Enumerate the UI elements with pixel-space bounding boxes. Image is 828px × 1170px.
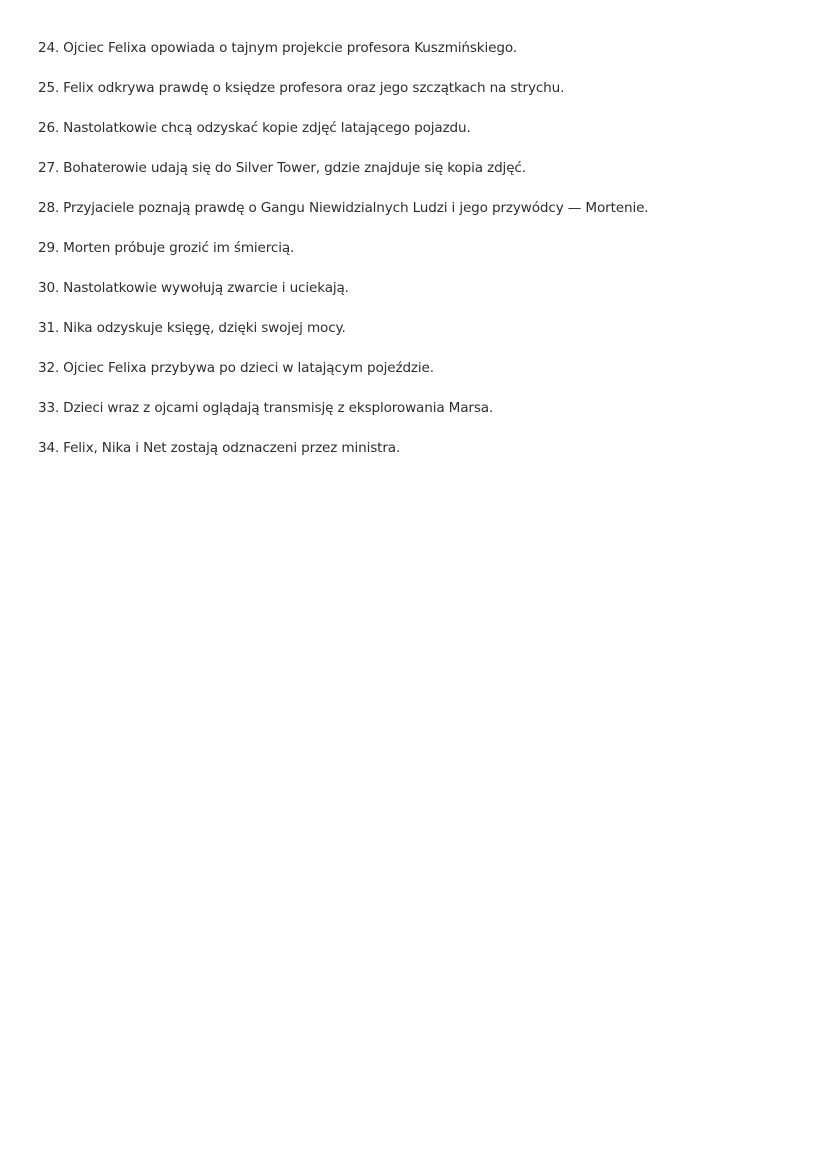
list-item: [38, 318, 788, 358]
list-item: [38, 438, 788, 478]
item-text: Ojciec Felixa przybywa po dzieci w latającym pojeździe.: [63, 360, 434, 376]
list-item: [38, 358, 788, 398]
list-item: [38, 398, 788, 438]
item-text: Felix odkrywa prawdę o księdze profesora oraz jego szczątkach na strychu.: [63, 80, 565, 96]
item-text: Przyjaciele poznają prawdę o Gangu Niewidzialnych Ludzi i jego przywódcy — Mortenie.: [63, 200, 649, 216]
item-number: 34.: [38, 440, 60, 456]
item-text: Ojciec Felixa opowiada o tajnym projekcie profesora Kuszmińskiego.: [63, 40, 517, 56]
item-number: 31.: [38, 320, 60, 336]
item-text: Nika odzyskuje księgę, dzięki swojej mocy.: [63, 320, 346, 336]
item-number: 27.: [38, 160, 60, 176]
list-item: [38, 118, 788, 158]
item-text: Morten próbuje grozić im śmiercią.: [63, 240, 295, 256]
item-number: 32.: [38, 360, 60, 376]
list-item: [38, 158, 788, 198]
plot-points-list: [38, 38, 788, 478]
list-item: [38, 278, 788, 318]
item-text: Bohaterowie udają się do Silver Tower, gdzie znajduje się kopia zdjęć.: [63, 160, 526, 176]
item-number: 30.: [38, 280, 60, 296]
document-page: [38, 38, 788, 478]
list-item: [38, 198, 788, 238]
item-number: 29.: [38, 240, 60, 256]
item-text: Dzieci wraz z ojcami oglądają transmisję z eksplorowania Marsa.: [63, 400, 494, 416]
item-number: 28.: [38, 200, 60, 216]
item-text: Felix, Nika i Net zostają odznaczeni przez ministra.: [63, 440, 401, 456]
list-item: [38, 238, 788, 278]
item-number: 24.: [38, 40, 60, 56]
item-number: 25.: [38, 80, 60, 96]
list-item: [38, 38, 788, 78]
item-number: 33.: [38, 400, 60, 416]
item-text: Nastolatkowie wywołują zwarcie i uciekają.: [63, 280, 349, 296]
item-text: Nastolatkowie chcą odzyskać kopie zdjęć latającego pojazdu.: [63, 120, 471, 136]
list-item: [38, 78, 788, 118]
item-number: 26.: [38, 120, 60, 136]
